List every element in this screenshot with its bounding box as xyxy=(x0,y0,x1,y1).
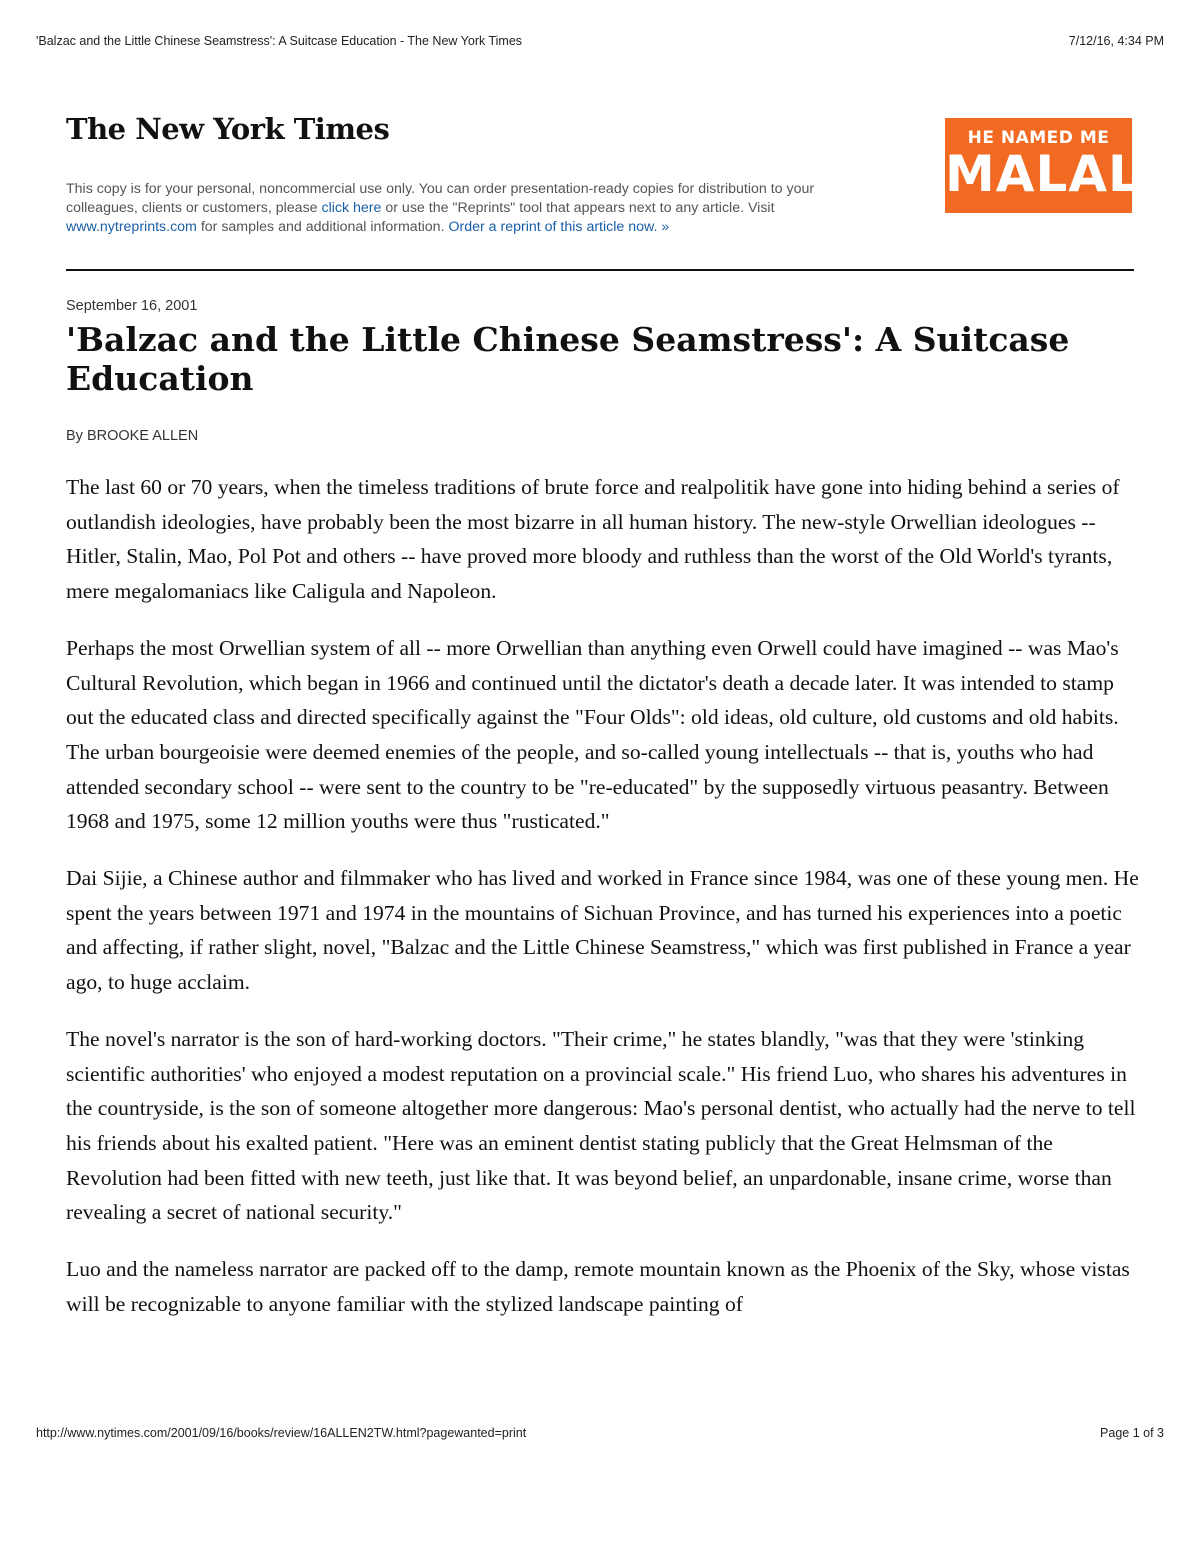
copyright-notice xyxy=(66,180,856,237)
notice-text-2: or use the "Reprints" tool that appears next to any article. Visit xyxy=(381,200,775,216)
header-divider xyxy=(66,269,1134,271)
ad-title: MALALA xyxy=(945,145,1181,203)
article-paragraph: Perhaps the most Orwellian system of all -- more Orwellian than anything even Orwell could have imagined -- was Mao's Cultural Revolution, which began in 1966 and continued until the dictator's death a decade later. It was intended to stamp out the educated class and directed specifically against the "Four Olds": old ideas, old culture, old customs and old habits. The urban bourgeoisie were deemed enemies of the people, and so-called young intellectuals -- that is, youths who had attended secondary school -- were sent to the country to be "re-educated" by the supposedly virtuous peasantry. Between 1968 and 1975, some 12 million youths were thus "rusticated." xyxy=(66,635,1119,834)
print-header xyxy=(36,34,1164,52)
article-date: September 16, 2001 xyxy=(66,298,198,314)
article-paragraph: The novel's narrator is the son of hard-working doctors. "Their crime," he states blandly, "was that they were 'stinking scientific authorities' who enjoyed a modest reputation on a provincial scale." His friend Luo, who shares his adventures in the countryside, is the son of someone altogether more dangerous: Mao's personal dentist, who actually had the nerve to tell his friends about his exalted patient. "Here was an eminent dentist stating publicly that the Great Helmsman of the Revolution had been fitted with new teeth, just like that. It was beyond belief, an unpardonable, insane crime, worse than revealing a secret of national security." xyxy=(66,1026,1136,1225)
article-byline: By BROOKE ALLEN xyxy=(66,428,199,444)
notice-text-3: for samples and additional information. xyxy=(196,219,449,235)
notice-text-1: This copy is for your personal, noncommercial use only. You can order presentation-ready copies for distribution to your colleagues, clients or customers, please xyxy=(66,181,815,216)
print-footer xyxy=(36,1426,1164,1444)
page-number: Page 1 of 3 xyxy=(1100,1426,1164,1440)
article-body xyxy=(66,470,1146,1343)
print-page-title: 'Balzac and the Little Chinese Seamstress': A Suitcase Education - The New York Times xyxy=(36,34,523,48)
article-paragraph: The last 60 or 70 years, when the timeless traditions of brute force and realpolitik have gone into hiding behind a series of outlandish ideologies, have probably been the most bizarre in all human history. The new-style Orwellian ideologues -- Hitler, Stalin, Mao, Pol Pot and others -- have proved more bloody and ruthless than the worst of the Old World's tyrants, mere megalomaniacs like Caligula and Napoleon. xyxy=(66,475,1120,604)
print-url: http://www.nytimes.com/2001/09/16/books/review/16ALLEN2TW.html?pagewanted=print xyxy=(36,1426,527,1440)
advertisement-banner[interactable] xyxy=(945,118,1181,213)
article-paragraph: Luo and the nameless narrator are packed off to the damp, remote mountain known as the Phoenix of the Sky, whose vistas will be recognizable to anyone familiar with the stylized landscape painting of xyxy=(66,1257,1130,1316)
ad-tagline: HE NAMED ME xyxy=(967,128,1110,148)
click-here-link[interactable]: click here xyxy=(321,200,382,216)
article-paragraph: Dai Sijie, a Chinese author and filmmaker who has lived and worked in France since 1984, was one of these young men. He spent the years between 1971 and 1974 in the mountains of Sichuan Province, and has turned his experiences into a poetic and affecting, if rather slight, novel, "Balzac and the Little Chinese Seamstress," which was first published in France a year ago, to huge acclaim. xyxy=(66,866,1139,995)
order-reprint-link[interactable]: Order a reprint of this article now. » xyxy=(448,219,670,235)
article-headline: 'Balzac and the Little Chinese Seamstress': A Suitcase Education xyxy=(66,320,1070,398)
print-timestamp: 7/12/16, 4:34 PM xyxy=(1068,34,1164,48)
nytreprints-link[interactable]: www.nytreprints.com xyxy=(66,219,197,235)
nyt-logo[interactable]: The New York Times xyxy=(66,112,390,146)
